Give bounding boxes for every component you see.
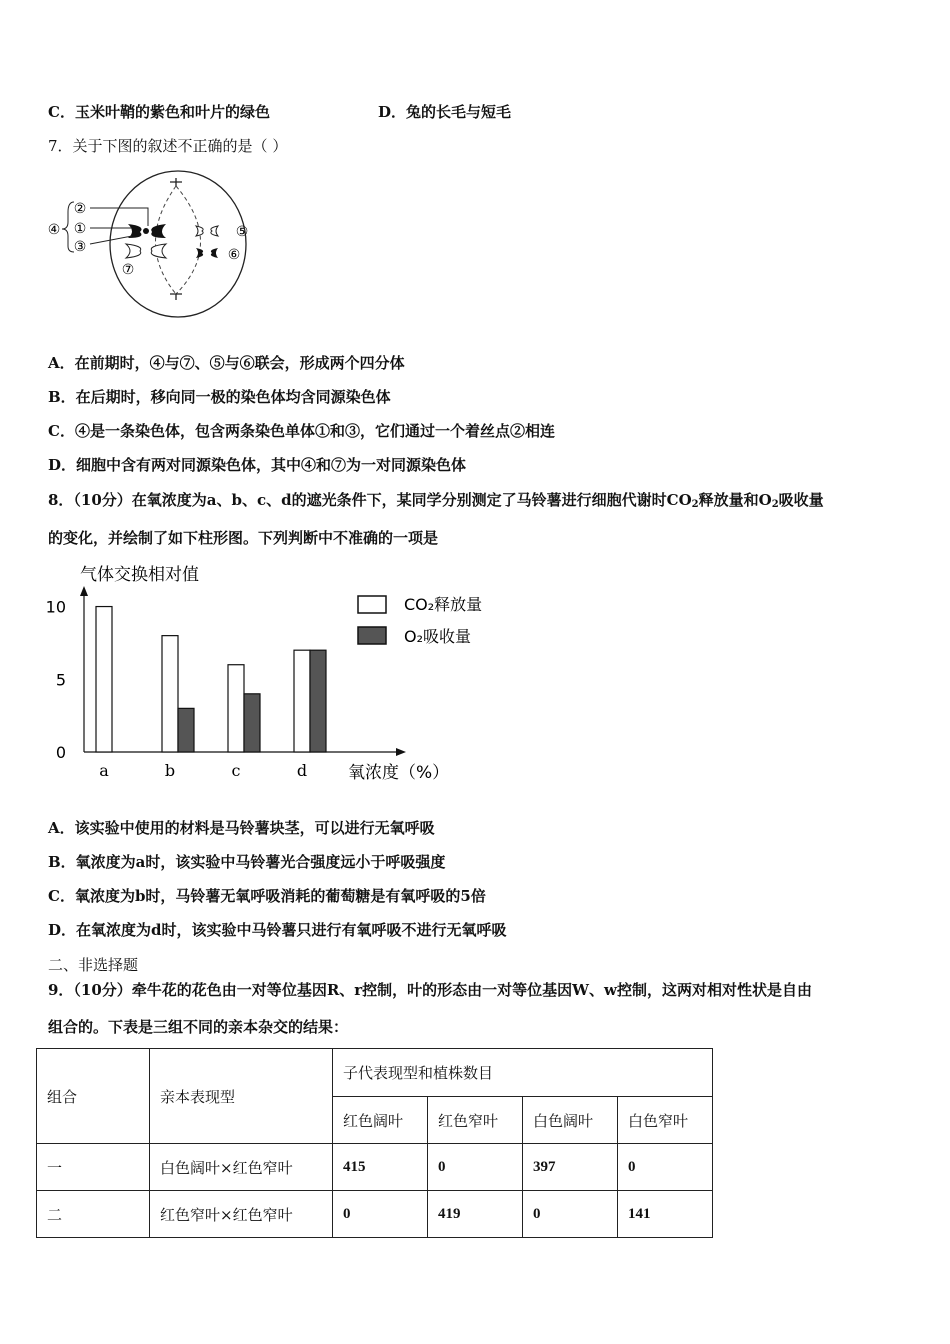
centrosome-bottom [170, 294, 182, 300]
q8-option-c: C．氧浓度为b时，马铃薯无氧呼吸消耗的葡萄糖是有氧呼吸的5倍 [48, 887, 486, 905]
q7-option-b: B．在后期时，移向同一极的染色体均含同源染色体 [48, 388, 391, 406]
q7-stem: 7．关于下图的叙述不正确的是（ ） [48, 137, 288, 155]
spindle-fiber-right [176, 186, 201, 294]
label-4: ④ [47, 222, 61, 238]
y-tick-label-0: 0 [55, 743, 66, 762]
row1-count-4: 0 [618, 1144, 713, 1191]
chart-title: 气体交换相对值 [80, 565, 199, 585]
subheader-white-narrow: 白色窄叶 [618, 1097, 713, 1144]
label-5: ⑤ [235, 224, 249, 240]
cell-membrane [110, 171, 246, 317]
gas-exchange-bar-chart [40, 556, 483, 796]
subheader-red-narrow: 红色窄叶 [428, 1097, 523, 1144]
x-axis-label: 氧浓度（%） [348, 763, 450, 783]
section-heading: 二、非选择题 [48, 956, 139, 974]
x-axis-arrow [396, 748, 406, 756]
q9-line1: 9．（10分）牵牛花的花色由一对等位基因R、r控制，叶的形态由一对等位基因W、w控制，这两对相对性状是自由 [48, 981, 812, 999]
x-tick-label-d: d [296, 761, 308, 780]
table-row [37, 1144, 713, 1191]
chromosome-4 [128, 224, 166, 238]
q8-option-b: B．氧浓度为a时，该实验中马铃薯光合强度远小于呼吸强度 [48, 853, 446, 871]
label-7: ⑦ [121, 262, 135, 278]
legend-swatch-co2 [358, 596, 386, 613]
row1-count-2: 0 [428, 1144, 523, 1191]
x-tick-label-a: a [99, 761, 109, 780]
bar-c-series-2 [244, 694, 260, 752]
row2-count-1: 0 [333, 1191, 428, 1238]
bar-b-series-2 [178, 708, 194, 752]
y-tick-label-5: 5 [55, 670, 66, 690]
bar-c-series-1 [228, 665, 244, 752]
cross-results-table [36, 1048, 713, 1238]
row1-count-3: 397 [523, 1144, 618, 1191]
y-tick-label-10: 10 [45, 597, 66, 617]
pointer-2 [90, 208, 148, 226]
x-tick-label-b: b [164, 761, 176, 780]
q8-option-a: A．该实验中使用的材料是马铃薯块茎，可以进行无氧呼吸 [48, 819, 435, 837]
q9-line2: 组合的。下表是三组不同的亲本杂交的结果： [48, 1018, 349, 1036]
pointer-3 [90, 236, 132, 244]
row1-count-1: 415 [333, 1144, 428, 1191]
subheader-red-broad: 红色阔叶 [333, 1097, 428, 1144]
row2-parents: 红色窄叶×红色窄叶 [150, 1191, 333, 1238]
row2-count-2: 419 [428, 1191, 523, 1238]
legend-label-co2: CO₂释放量 [404, 595, 483, 614]
bar-d-series-1 [294, 650, 310, 752]
chromosome-7 [126, 244, 166, 258]
q8-stem-line2: 的变化，并绘制了如下柱形图。下列判断中不准确的一项是 [48, 529, 439, 547]
centrosome-top [170, 178, 182, 186]
row2-count-4: 141 [618, 1191, 713, 1238]
legend-label-o2: O₂吸收量 [404, 627, 472, 646]
row2-group: 二 [37, 1191, 150, 1238]
brace-4 [62, 202, 74, 252]
header-parents: 亲本表现型 [150, 1049, 333, 1144]
subheader-white-broad: 白色阔叶 [523, 1097, 618, 1144]
q8-option-d: D．在氧浓度为d时，该实验中马铃薯只进行有氧呼吸不进行无氧呼吸 [48, 921, 507, 939]
q6-option-c: C．玉米叶鞘的紫色和叶片的绿色 [48, 103, 270, 121]
q7-option-a: A．在前期时，④与⑦、⑤与⑥联会，形成两个四分体 [48, 354, 405, 372]
q6-option-d: D．兔的长毛与短毛 [378, 103, 512, 121]
q8-stem-line1: 8．（10分）在氧浓度为a、b、c、d的遮光条件下，某同学分别测定了马铃薯进行细胞代谢时$CO_2$释放量和$O_2$吸收量 [48, 491, 824, 510]
x-tick-label-c: c [231, 761, 241, 780]
legend-swatch-o2 [358, 627, 386, 644]
y-axis-arrow [80, 586, 88, 596]
label-3: ③ [73, 239, 87, 255]
header-offspring: 子代表现型和植株数目 [333, 1049, 713, 1097]
bar-d-series-2 [310, 650, 326, 752]
table-row [37, 1191, 713, 1238]
row1-group: 一 [37, 1144, 150, 1191]
label-2: ② [73, 201, 87, 217]
chromosome-6 [196, 248, 218, 258]
header-group: 组合 [37, 1049, 150, 1144]
q7-option-c: C．④是一条染色体，包含两条染色单体①和③，它们通过一个着丝点②相连 [48, 422, 555, 440]
label-6: ⑥ [227, 247, 241, 263]
row1-parents: 白色阔叶×红色窄叶 [150, 1144, 333, 1191]
spindle-fiber-left [156, 186, 177, 294]
bar-a-series-1 [96, 607, 112, 752]
label-1: ① [73, 221, 87, 237]
cell-division-diagram [40, 166, 270, 322]
chromosome-5 [196, 226, 218, 236]
row2-count-3: 0 [523, 1191, 618, 1238]
bar-b-series-1 [162, 636, 178, 752]
q7-option-d: D．细胞中含有两对同源染色体，其中④和⑦为一对同源染色体 [48, 456, 467, 474]
